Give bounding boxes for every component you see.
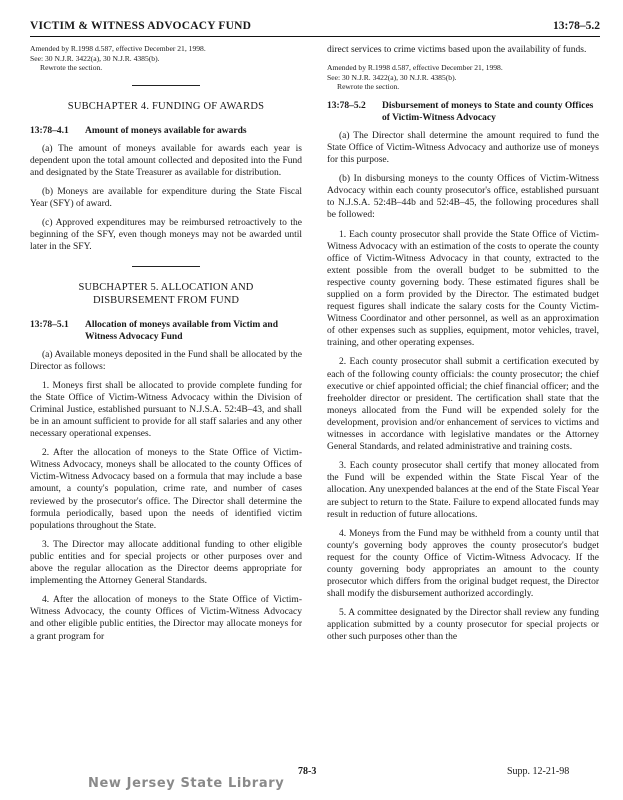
paragraph-5-1-3: 3. The Director may allocate additional funding to other eligible public entities and for special projects or other purposes over and above the regular allocation as the Director deems appropriate for implementing the Attorney General Standards. [30, 539, 302, 587]
section-title: Allocation of moneys available from Victim and Witness Advocacy Fund [85, 319, 278, 342]
amendment-note: Amended by R.1998 d.587, effective December 21, 1998. [327, 63, 503, 73]
header-section-range: 13:78–5.2 [553, 20, 600, 32]
section-5-1-heading [30, 319, 302, 343]
paragraph-5-2-3: 3. Each county prosecutor shall certify that money allocated from the Fund will be expended within the State Fiscal Year of the allocation. Any unexpended balances at the end of the State Fiscal Year are subject to return to the State. Failure to expend allocated funds may result in reduction of future allocations. [327, 461, 599, 520]
paragraph-5-2-5: 5. A committee designated by the Director shall review any funding application submitted by a county prosecutor for special projects or other such purposes other than the [327, 608, 599, 643]
section-title: Amount of moneys available for awards [85, 125, 247, 136]
left-column [30, 44, 302, 650]
rewrote-note: Rewrote the section. [337, 82, 400, 92]
paragraph-5-2-b: (b) In disbursing moneys to the county Offices of Victim-Witness Advocacy within each county prosecutor's office, established pursuant to N.J.S.A. 52:4B–44b and 52:4B–45, the following procedures shall be followed: [327, 174, 599, 221]
subchapter-5-line-1: SUBCHAPTER 5. ALLOCATION AND [78, 281, 254, 293]
section-title: Disbursement of moneys to State and county Offices of Victim-Witness Advocacy [382, 100, 594, 123]
section-number: 13:78–5.2 [327, 100, 366, 111]
rewrote-note: Rewrote the section. [40, 63, 103, 73]
separator-rule [132, 85, 200, 86]
supplement-date: Supp. 12-21-98 [507, 766, 570, 777]
paragraph-5-2-2: 2. Each county prosecutor shall submit a certification executed by each of the following county officials: the county prosecutor; the chief executive or chief appointed official; the chief financial officer; and the freeholder director or president. The certification shall state that the moneys allocated from the Fund will be expended solely for the development, provision and/or enhancement of services to victims and witnesses in accordance with legislative mandates or the Attorney General Standards, and related administrative and training costs. [327, 357, 599, 453]
continued-paragraph: direct services to crime victims based upon the availability of funds. [327, 45, 587, 55]
section-number: 13:78–5.1 [30, 319, 69, 330]
right-column [327, 44, 599, 651]
subchapter-4-heading: SUBCHAPTER 4. FUNDING OF AWARDS [67, 100, 265, 112]
subchapter-5-heading [30, 281, 302, 307]
paragraph-5-2-1: 1. Each county prosecutor shall provide the State Office of Victim-Witness Advocacy with an estimation of the costs to operate the county office of Victim-Witness Advocacy in that county, extracted to the extent possible from the overall budget to be submitted to the respective county governing body. These estimated figures shall be supplied on a form provided by the Director. The estimated budget request figures shall indicate the salary costs for the County Victim-Witness Coordinator and other personnel, as well as an approximation of other expenses such as supplies, equipment, motor vehicles, travel, training, and other operating expenses. [327, 229, 599, 349]
page-number: 78-3 [298, 766, 317, 777]
library-stamp: New Jersey State Library [88, 776, 285, 791]
paragraph-5-1-2: 2. After the allocation of moneys to the State Office of Victim-Witness Advocacy, moneys shall be allocated to the county Offices of Victim-Witness Advocacy based on a formula that may include a base amount, a county's population, crime rate, and number of cases reviewed by the prosecutor's office. The Director shall determine the formula periodically, based upon the needs of identified victim populations throughout the State. [30, 448, 302, 531]
paragraph-5-2-4: 4. Moneys from the Fund may be withheld from a county until that county's governing body approves the county prosecutor's budget request for the county Office of Victim-Witness Advocacy. If the county governing body appropriates an amount to the county prosecutor which differs from the original budget request, the Director shall modify the disbursement authorized accordingly. [327, 528, 599, 600]
paragraph-5-2-a: (a) The Director shall determine the amount required to fund the State Office of Victim-Witness Advocacy and authorize use of moneys for this purpose. [327, 130, 599, 166]
see-note: See: 30 N.J.R. 3422(a), 30 N.J.R. 4385(b). [327, 72, 457, 82]
section-4-1-heading [30, 125, 302, 137]
paragraph-4-1-b: (b) Moneys are available for expenditure during the State Fiscal Year (SFY) of award. [30, 187, 302, 210]
paragraph-4-1-a: (a) The amount of moneys available for awards each year is dependent upon the total amount collected and deposited into the Fund and designated by the State Treasurer as available for distribution. [30, 143, 302, 178]
see-note: See: 30 N.J.R. 3422(a), 30 N.J.R. 4385(b). [30, 53, 160, 63]
header-title: VICTIM & WITNESS ADVOCACY FUND [30, 20, 252, 32]
section-5-2-heading [327, 100, 599, 124]
subchapter-5-line-2: DISBURSEMENT FROM FUND [92, 294, 240, 306]
paragraph-5-1-a: (a) Available moneys deposited in the Fund shall be allocated by the Director as follows: [30, 349, 302, 372]
paragraph-5-1-4: 4. After the allocation of moneys to the State Office of Victim-Witness Advocacy, the county Offices of Victim-Witness Advocacy and other eligible public entities, the Director may allocate moneys for a grant program for [30, 595, 302, 642]
section-number: 13:78–4.1 [30, 125, 69, 136]
paragraph-4-1-c: (c) Approved expenditures may be reimbursed retroactively to the beginning of the SFY, even though moneys may not be awarded until later in the SFY. [30, 218, 302, 253]
paragraph-5-1-1: 1. Moneys first shall be allocated to provide complete funding for the State Office of Victim-Witness Advocacy within the Division of Criminal Justice, established pursuant to N.J.S.A. 52:4B–43, and shall be in an amount sufficient to provide for all staff salaries and any other necessary operational expenses. [30, 380, 302, 440]
running-header [30, 20, 600, 37]
amendment-note: Amended by R.1998 d.587, effective December 21, 1998. [30, 44, 206, 53]
separator-rule [132, 266, 200, 267]
